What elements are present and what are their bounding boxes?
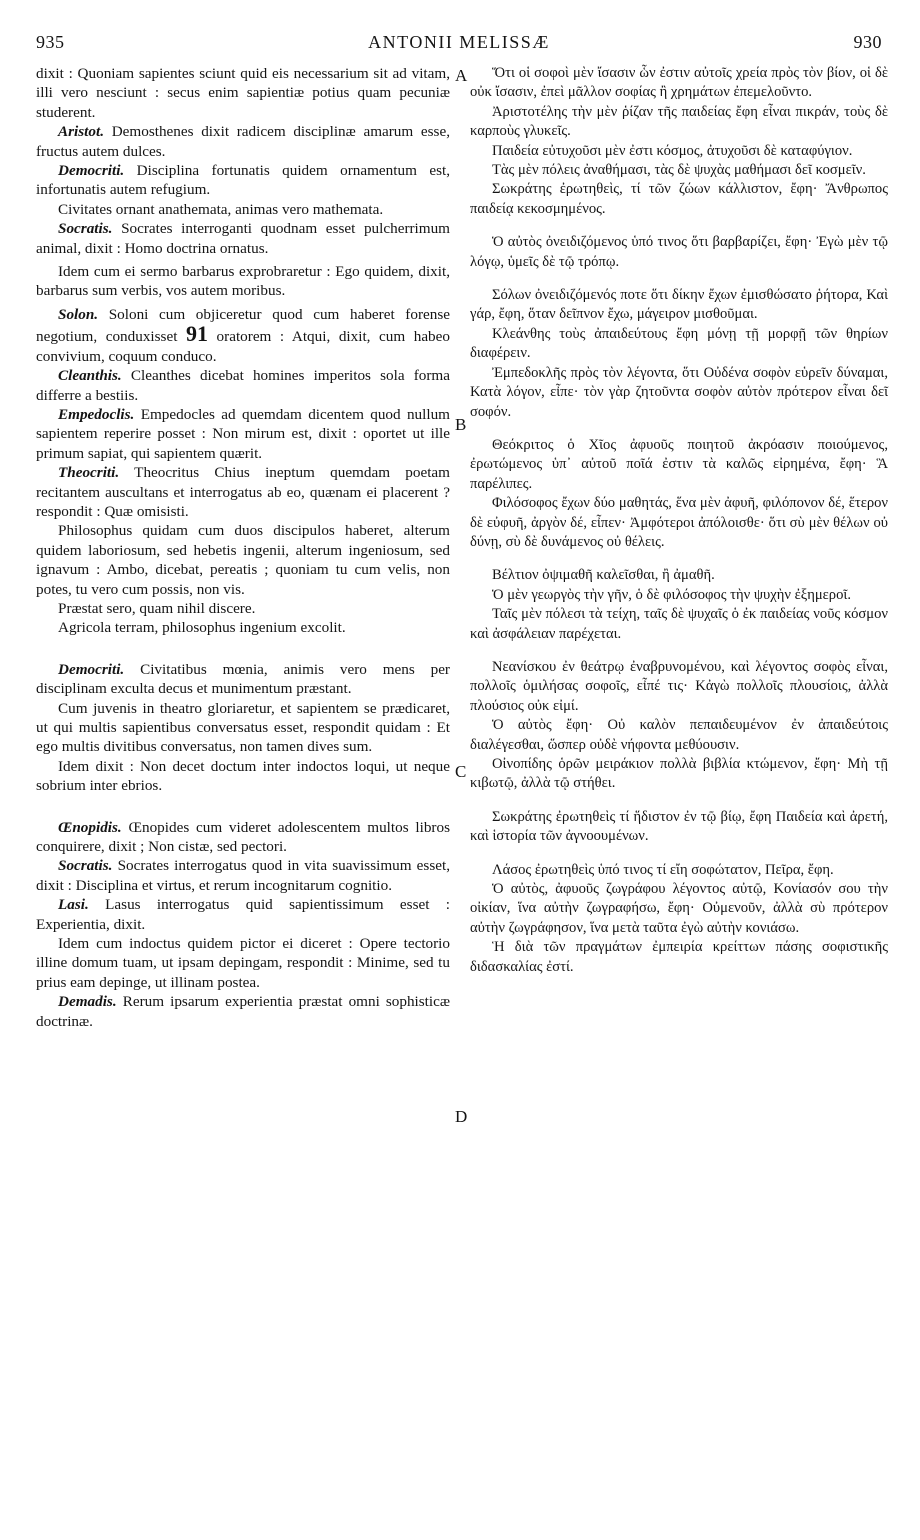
greek-paragraph: Σωκράτης ἐρωτηθεὶς, τί τῶν ζώων κάλλιστον, ἔφη· Ἄνθρωπος παιδείᾳ κεκοσμημένος.: [470, 181, 888, 217]
greek-paragraph: Σόλων ὀνειδιζόμενός ποτε ὅτι δίκην ἔχων ἐμισθώσατο ῥήτορα, Καὶ γάρ, ἔφη, ὅταν δεῖπνον ἔχω, μάγειρον μισθοῦμαι.: [470, 287, 888, 323]
latin-text: Disciplina fortunatis quidem ornamentum est, infortunatis autem refugium.: [36, 162, 450, 199]
greek-paragraph: Ἐμπεδοκλῆς πρὸς τὸν λέγοντα, ὅτι Οὐδένα σοφὸν εὑρεῖν δύναμαι, Κατὰ λόγον, εἶπε· τὸν γὰρ ζητοῦντα σοφὸν αὐτὸν πρότερον εἶναι δεῖ σοφόν.: [470, 364, 888, 420]
latin-paragraph: [36, 660, 450, 699]
latin-paragraph: [36, 895, 450, 934]
greek-paragraph: Ὁ μὲν γεωργὸς τὴν γῆν, ὁ δὲ φιλόσοφος τὴν ψυχὴν ἐξημεροῖ.: [492, 586, 851, 603]
greek-paragraph: Σωκράτης ἐρωτηθεὶς τί ἥδιστον ἐν τῷ βίῳ, ἔφη Παιδεία καὶ ἀρετή, καὶ ἱστορία τῶν ἀγνοουμένων.: [470, 808, 888, 845]
latin-text: Demosthenes dixit radicem disciplinæ amarum esse, fructus autem dulces.: [36, 123, 450, 160]
section-marker-b: B: [455, 415, 467, 434]
greek-column: [470, 64, 888, 977]
author-label: Aristot.: [58, 123, 105, 141]
latin-text: oratorem : Atqui, dixit, cum habeo convivium, coquum conduco.: [36, 328, 450, 365]
running-title: ANTONII MELISSÆ: [368, 32, 550, 52]
latin-text: Idem cum ei sermo barbarus exprobraretur : Ego quidem, dixit, barbarus sum verbis, vos autem moribus.: [36, 263, 450, 300]
latin-paragraph: [36, 305, 450, 366]
latin-paragraph: [36, 366, 450, 405]
latin-paragraph: [36, 64, 450, 122]
latin-text: Idem cum indoctus quidem pictor ei diceret : Opere tectorio illine domum tuam, ut ipsam depingam, respondit : Minime, sed tu prius eam depinge, ut illinam postea.: [36, 935, 450, 991]
greek-paragraph: Οἰνοπίδης ὁρῶν μειράκιον πολλὰ βιβλία κτώμενον, ἔφη· Μὴ τῇ κιβωτῷ, ἀλλὰ τῷ στήθει.: [470, 756, 888, 792]
author-label: Socratis.: [58, 220, 113, 238]
latin-text: Idem dixit : Non decet doctum inter indoctos loqui, ut neque sobrium inter ebrios.: [36, 757, 450, 795]
greek-paragraph: Φιλόσοφος ἔχων δύο μαθητάς, ἕνα μὲν ἀφυῆ, φιλόπονον δέ, ἕτερον δὲ εὐφυῆ, ἀργὸν δέ, εἶπεν· Ἀμφότεροι ἀπόλοισθε· ὅτι σὺ μὲν θέλων οὐ δύνῃ, σὺ δὲ δυνάμενος οὐ θέλεις.: [470, 495, 888, 550]
page-header: [36, 32, 882, 58]
latin-paragraph: [36, 856, 450, 895]
latin-text: Socrates interrogatus quod in vita suavissimum esset, dixit : Disciplina et virtus, et rerum incognitarum cognitio.: [36, 857, 450, 894]
latin-text: Præstat sero, quam nihil discere.: [58, 599, 256, 617]
author-label: Demadis.: [58, 993, 117, 1011]
greek-paragraph: Ἡ διὰ τῶν πραγμάτων ἐμπειρία κρείττων πάσης σοφιστικῆς διδασκαλίας ἐστί.: [470, 939, 888, 975]
greek-paragraph: Νεανίσκου ἐν θεάτρῳ ἐναβρυνομένου, καὶ λέγοντος σοφὸς εἶναι, πολλοῖς ὁμιλήσας σοφοῖς, εἶπέ τις· Κἀγὼ πολλοῖς πλουσίοις, ἀλλὰ πλούσιος οὐκ εἰμί.: [470, 658, 888, 714]
latin-text: Theocritus Chius ineptum quemdam poetam recitantem auscultans et interrogatus ab eo, quænam ei placerent ? respondit : Quæ omisisti.: [36, 464, 450, 520]
greek-paragraph: Τὰς μὲν πόλεις ἀναθήμασι, τὰς δὲ ψυχὰς μαθήμασι δεῖ κοσμεῖν.: [492, 162, 866, 179]
latin-paragraph: [36, 200, 450, 219]
author-label: Cleanthis.: [58, 367, 122, 385]
latin-text: Agricola terram, philosophus ingenium excolit.: [58, 619, 346, 637]
latin-column: [36, 64, 450, 1031]
greek-paragraph: Ὁ αὐτὸς ὀνειδιζόμενος ὑπό τινος ὅτι βαρβαρίζει, ἔφη· Ἐγὼ μὲν τῷ λόγῳ, ὑμεῖς δὲ τῷ τρόπῳ.: [470, 234, 888, 270]
greek-paragraph: Παιδεία εὐτυχοῦσι μὲν ἐστι κόσμος, ἀτυχοῦσι δὲ καταφύγιον.: [492, 142, 853, 159]
author-label: Lasi.: [58, 896, 89, 914]
author-label: Empedoclis.: [58, 405, 135, 423]
latin-text: Civitates ornant anathemata, animas vero mathemata.: [58, 200, 384, 218]
greek-paragraph: Λάσος ἐρωτηθεὶς ὑπό τινος τί εἴη σοφώτατον, Πεῖρα, ἔφη.: [492, 861, 834, 878]
latin-text: Civitatibus mœnia, animis vero mens per disciplinam exculta decus et munimentum præstant.: [36, 660, 450, 698]
greek-paragraph: Ἀριστοτέλης τὴν μὲν ῥίζαν τῆς παιδείας ἔφη εἶναι πικράν, τοὺς δὲ καρποὺς γλυκεῖς.: [470, 103, 888, 140]
folio-number: 91: [186, 321, 208, 347]
latin-text: Philosophus quidam cum duos discipulos haberet, alterum quidem laboriosum, sed hebetis ingenii, alterum ingeniosum, sed ignavum : Ambo, dicebat, pereatis ; quoniam tu cum velis, non potes, tu vero cum possis, non vis.: [36, 522, 450, 598]
latin-paragraph: [36, 521, 450, 599]
latin-text: Cleanthes dicebat homines imperitos sola forma differre a bestiis.: [36, 367, 450, 404]
right-page-number: 930: [853, 32, 882, 52]
author-label: Solon.: [58, 305, 99, 323]
section-marker-d: D: [455, 1107, 468, 1126]
latin-text: Œnopides cum videret adolescentem multos libros conquirere, dixit ; Non cistæ, sed pectori.: [36, 818, 450, 856]
author-label: Socratis.: [58, 857, 113, 875]
section-marker-a: A: [455, 66, 468, 85]
latin-text: Socrates interroganti quodnam esset pulcherrimum animal, dixit : Homo doctrina ornatus.: [36, 220, 450, 257]
greek-paragraph: Βέλτιον ὀψιμαθῆ καλεῖσθαι, ἢ ἀμαθῆ.: [492, 567, 715, 584]
latin-paragraph: [36, 757, 450, 796]
latin-text: Empedocles ad quemdam dicentem quod nullum sapientem reperire posset : Non mirum est, dixit : oportet ut ille primum sapiat, qui sapientem quærit.: [36, 405, 450, 462]
author-label: Democriti.: [58, 660, 125, 678]
latin-paragraph: [36, 599, 450, 618]
latin-paragraph: [36, 161, 450, 200]
latin-text: Soloni cum objiceretur quod cum haberet forense negotium, conduxisset: [36, 305, 450, 346]
greek-paragraph: Κλεάνθης τοὺς ἀπαιδεύτους ἔφη μόνῃ τῇ μορφῇ τῶν θηρίων διαφέρειν.: [470, 325, 888, 362]
author-label: Theocriti.: [58, 464, 120, 482]
author-label: Democriti.: [58, 162, 125, 180]
latin-paragraph: [36, 463, 450, 521]
latin-paragraph: [36, 934, 450, 992]
greek-paragraph: Ταῖς μὲν πόλεσι τὰ τείχη, ταῖς δὲ ψυχαῖς ὁ ἐκ παιδείας νοῦς κόσμον καὶ ἀσφάλειαν παρέχεται.: [470, 606, 888, 642]
greek-paragraph: Ὁ αὐτὸς ἔφη· Οὐ καλὸν πεπαιδευμένον ἐν ἀπαιδεύτοις διαλέγεσθαι, ὥσπερ οὐδὲ νήφοντα μεθύουσιν.: [470, 717, 888, 753]
latin-paragraph: [36, 992, 450, 1031]
latin-text: Rerum ipsarum experientia præstat omni sophisticæ doctrinæ.: [36, 993, 450, 1030]
latin-paragraph: [36, 699, 450, 757]
section-marker-c: C: [455, 762, 467, 781]
latin-text: dixit : Quoniam sapientes sciunt quid eis necessarium sit ad vitam, illi vero nesciunt : secus enim sapientiæ potius quam pecuniæ studerent.: [36, 65, 450, 121]
latin-paragraph: [36, 818, 450, 857]
left-page-number: 935: [36, 32, 65, 52]
latin-paragraph: [36, 262, 450, 301]
latin-text: Lasus interrogatus quid sapientissimum esset : Experientia, dixit.: [36, 896, 450, 933]
latin-text: Cum juvenis in theatro gloriaretur, et sapientem se prædicaret, ut qui multis sapientibus conversatus esset, respondit quidam : Et ego multis divitibus conversatus, non tamen dives sum.: [36, 699, 450, 756]
author-label: Œnopidis.: [58, 818, 122, 836]
latin-paragraph: [36, 219, 450, 258]
latin-paragraph: [36, 405, 450, 463]
greek-paragraph: Ὁ αὐτὸς, ἀφυοῦς ζωγράφου λέγοντος αὐτῷ, Κονίασόν σου τὴν οἰκίαν, ἵνα αὐτὴν ζωγραφήσω, ἔφη· Οὐμενοῦν, ἀλλὰ σὺ πρότερον αὐτὴν ζωγράφησον, ἵνα μετὰ ταῦτα ἐγὼ αὐτὴν κονιάσω.: [470, 881, 888, 936]
latin-paragraph: [36, 618, 450, 637]
latin-paragraph: [36, 122, 450, 161]
greek-paragraph: Ὅτι οἱ σοφοὶ μὲν ἴσασιν ὧν ἐστιν αὐτοῖς χρεία πρὸς τὸν βίον, οἱ δὲ οὐκ ἴσασιν, ἐπεὶ μᾶλλον σοφίας ἢ χρημάτων ἐπεμελοῦντο.: [470, 65, 888, 101]
greek-paragraph: Θεόκριτος ὁ Χῖος ἀφυοῦς ποιητοῦ ἀκρόασιν ποιούμενος, ἐρωτώμενος ὑπ᾽ αὐτοῦ ποῖά ἐστιν τὰ καλῶς εἰρημένα, ἔφη· Ἃ παρέλιπες.: [470, 436, 888, 492]
